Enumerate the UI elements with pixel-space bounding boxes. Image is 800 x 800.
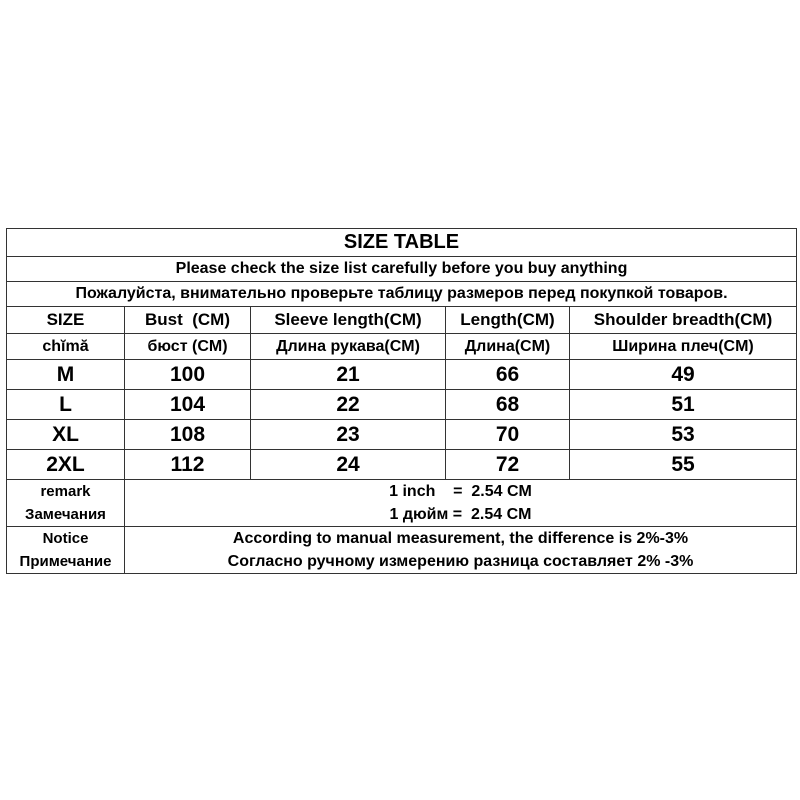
remark-line-dyuim: 1 дюйм = 2.54 CM (389, 506, 532, 523)
cell-sleeve: 21 (251, 360, 446, 390)
header-sleeve-length: Sleeve length(CM) (251, 307, 446, 334)
header-length: Length(CM) (446, 307, 570, 334)
header-shoulder-breadth-local: Ширина плеч(CM) (570, 334, 797, 360)
table-row (7, 450, 797, 480)
header-bust: Bust (CM) (125, 307, 251, 334)
cell-length: 68 (446, 390, 570, 420)
notice-row (7, 527, 797, 574)
header-row-en (7, 307, 797, 334)
subtitle-en: Please check the size list carefully before you buy anything (7, 257, 797, 282)
subtitle-en-row (7, 257, 797, 282)
notice-label-en: Notice (42, 530, 89, 547)
header-size: SIZE (7, 307, 125, 334)
table-title: SIZE TABLE (7, 229, 797, 257)
cell-length: 72 (446, 450, 570, 480)
table-row (7, 420, 797, 450)
title-row (7, 229, 797, 257)
table-row (7, 390, 797, 420)
size-table (6, 228, 797, 574)
remark-row (7, 480, 797, 527)
notice-line-ru: Согласно ручному измерению разница составляет 2% -3% (227, 553, 694, 570)
header-shoulder-breadth: Shoulder breadth(CM) (570, 307, 797, 334)
header-length-local: Длина(CM) (446, 334, 570, 360)
cell-sleeve: 22 (251, 390, 446, 420)
cell-size: XL (7, 420, 125, 450)
notice-label-ru: Примечание (19, 553, 112, 570)
header-bust-local: бюст (CM) (125, 334, 251, 360)
cell-bust: 108 (125, 420, 251, 450)
cell-sleeve: 24 (251, 450, 446, 480)
cell-size: M (7, 360, 125, 390)
subtitle-ru: Пожалуйста, внимательно проверьте таблицу размеров перед покупкой товаров. (7, 282, 797, 307)
cell-shoulder: 55 (570, 450, 797, 480)
cell-bust: 112 (125, 450, 251, 480)
header-size-local: chĭmă (7, 334, 125, 360)
table-row (7, 360, 797, 390)
cell-length: 70 (446, 420, 570, 450)
notice-label (7, 527, 125, 574)
header-sleeve-length-local: Длина рукава(CM) (251, 334, 446, 360)
cell-bust: 100 (125, 360, 251, 390)
header-row-local (7, 334, 797, 360)
remark-line-inch: 1 inch = 2.54 CM (389, 483, 532, 500)
cell-shoulder: 49 (570, 360, 797, 390)
subtitle-ru-row (7, 282, 797, 307)
notice-content (125, 527, 797, 574)
remark-label-ru: Замечания (25, 506, 106, 523)
cell-sleeve: 23 (251, 420, 446, 450)
cell-size: L (7, 390, 125, 420)
cell-shoulder: 51 (570, 390, 797, 420)
notice-line-en: According to manual measurement, the difference is 2%-3% (232, 530, 689, 547)
remark-label-en: remark (40, 483, 91, 500)
remark-label (7, 480, 125, 527)
cell-length: 66 (446, 360, 570, 390)
cell-shoulder: 53 (570, 420, 797, 450)
cell-bust: 104 (125, 390, 251, 420)
cell-size: 2XL (7, 450, 125, 480)
remark-content (125, 480, 797, 527)
